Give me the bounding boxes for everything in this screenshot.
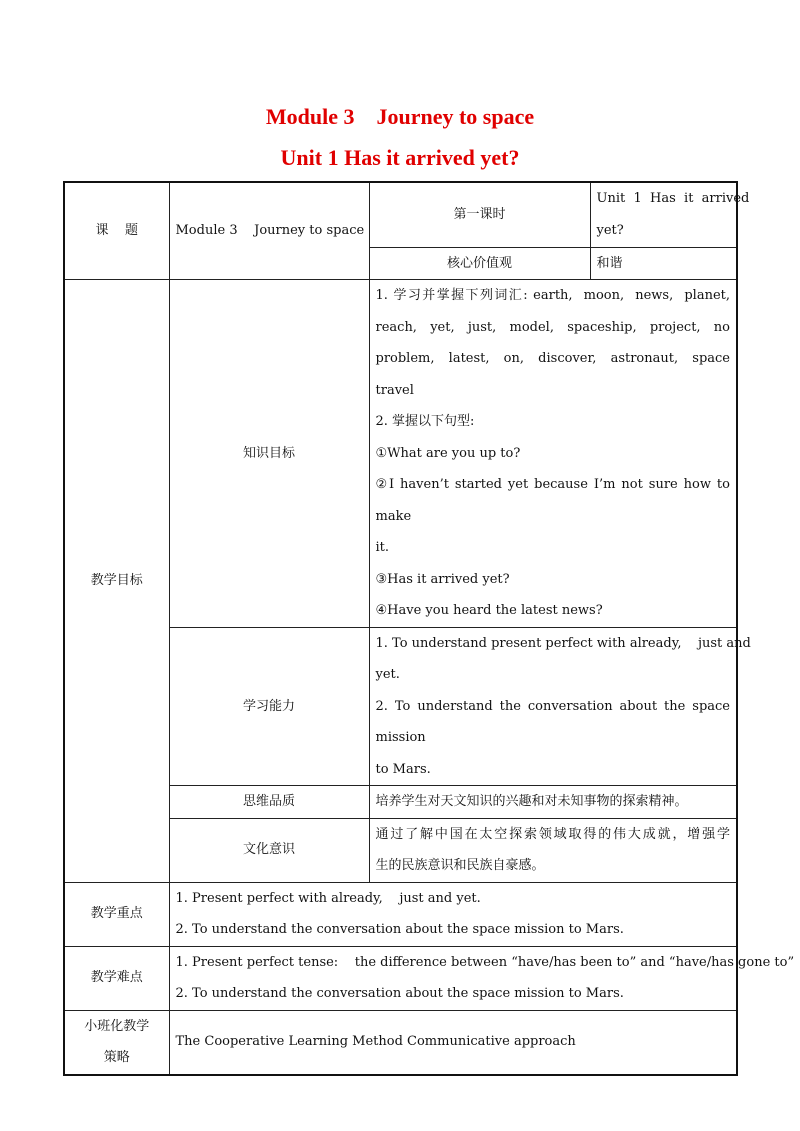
knowledge-line: ②I haven’t started yet because I’m not sure how to make xyxy=(375,477,730,524)
lesson-label: 第一课时 xyxy=(369,182,590,247)
teaching-goals-label: 教学目标 xyxy=(64,280,169,883)
knowledge-line: 2. 掌握以下句型: xyxy=(375,414,475,429)
culture-label: 文化意识 xyxy=(169,818,369,882)
strategy-row xyxy=(64,1010,737,1075)
topic-label: 课 题 xyxy=(64,182,169,280)
strategy-value: The Cooperative Learning Method Communicative approach xyxy=(169,1010,737,1075)
ability-line: to Mars. xyxy=(375,761,431,777)
core-value-label: 核心价值观 xyxy=(369,247,590,280)
strategy-label-line: 策略 xyxy=(103,1050,130,1065)
knowledge-line: travel xyxy=(375,382,414,398)
key-point-line: 2. To understand the conversation about the space mission to Mars. xyxy=(175,922,624,937)
module-title: Module 3 Journey to space xyxy=(265,104,535,129)
difficult-points-content xyxy=(169,946,795,1010)
ability-line: yet. xyxy=(375,667,400,682)
difficult-points-row xyxy=(64,946,737,1010)
unit-value xyxy=(590,182,750,247)
thinking-value: 培养学生对天文知识的兴趣和对未知事物的探索精神。 xyxy=(369,786,737,819)
ability-content xyxy=(369,627,751,786)
difficult-point-line: 2. To understand the conversation about the space mission to Mars. xyxy=(175,986,624,1001)
knowledge-label: 知识目标 xyxy=(169,280,369,628)
knowledge-line: problem, latest, on, discover, astronaut, space xyxy=(375,351,730,366)
unit-value-line2: yet? xyxy=(596,222,624,238)
strategy-label-line: 小班化教学 xyxy=(84,1018,150,1034)
key-points-content xyxy=(169,882,737,946)
module-value: Module 3 Journey to space xyxy=(169,182,369,280)
knowledge-content xyxy=(369,280,737,628)
ability-label: 学习能力 xyxy=(169,627,369,786)
key-point-line: 1. Present perfect with already, just and yet. xyxy=(175,890,481,906)
key-points-row xyxy=(64,882,737,946)
ability-line: 2. To understand the conversation about the space mission xyxy=(375,698,730,745)
strategy-label xyxy=(64,1010,169,1075)
ability-line: 1. To understand present perfect with already, just and xyxy=(375,635,751,651)
unit-value-line1: Unit 1 Has it arrived xyxy=(596,191,750,207)
knowledge-line: ③Has it arrived yet? xyxy=(375,571,510,587)
difficult-points-label: 教学难点 xyxy=(64,946,169,1010)
core-value: 和谐 xyxy=(590,247,737,280)
knowledge-line: it. xyxy=(375,540,390,555)
knowledge-line: reach, yet, just, model, spaceship, project, no xyxy=(375,319,730,335)
knowledge-row xyxy=(64,280,737,628)
knowledge-line: 1. 学习并掌握下列词汇: earth, moon, news, planet, xyxy=(375,288,730,303)
knowledge-line: ④Have you heard the latest news? xyxy=(375,603,603,618)
culture-line: 生的民族意识和民族自豪感。 xyxy=(375,858,545,873)
knowledge-line: ①What are you up to? xyxy=(375,445,521,461)
lesson-plan-table xyxy=(63,181,795,1076)
culture-line: 通过了解中国在太空探索领域取得的伟大成就，增强学 xyxy=(375,826,730,842)
difficult-point-line: 1. Present perfect tense: the difference between “have/has been to” and “have/has gone to” xyxy=(175,954,795,970)
topic-row xyxy=(64,182,737,247)
key-points-label: 教学重点 xyxy=(64,882,169,946)
unit-title: Unit 1 Has it arrived yet? xyxy=(280,145,520,170)
thinking-label: 思维品质 xyxy=(169,786,369,819)
culture-content xyxy=(369,818,737,882)
